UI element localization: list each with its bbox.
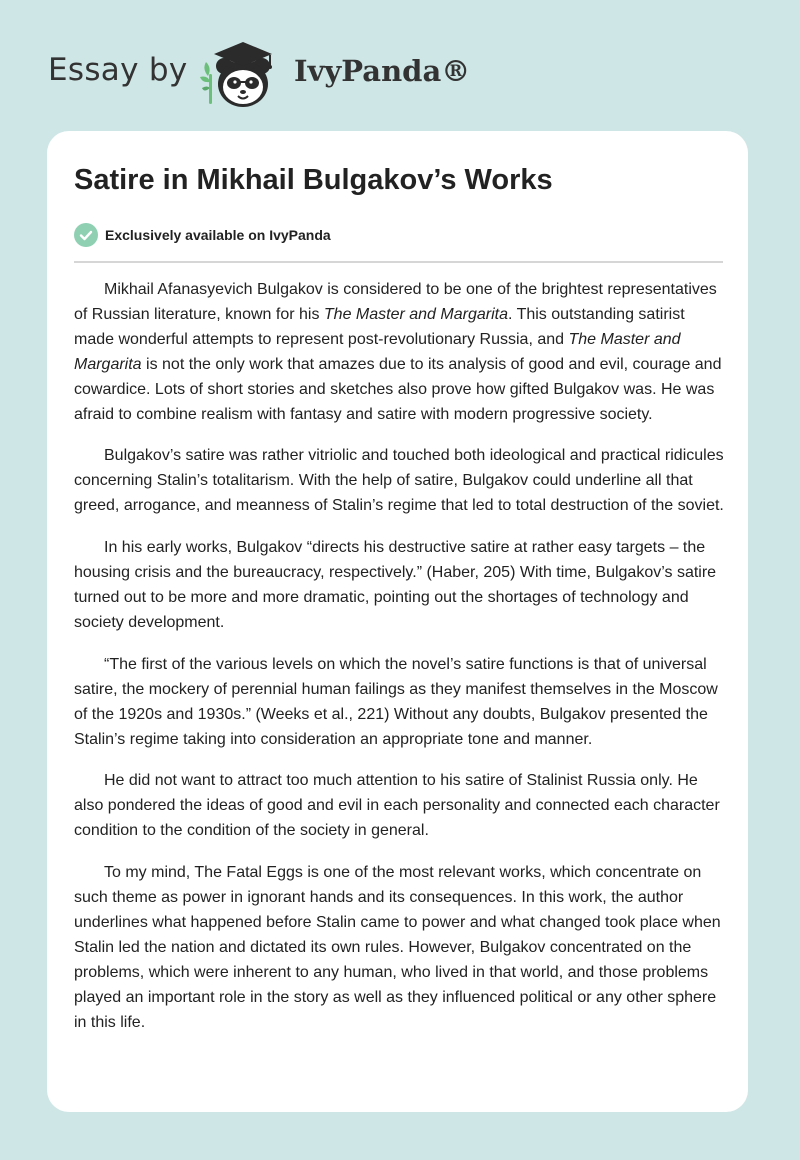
essay-title: Satire in Mikhail Bulgakov’s Works [74, 164, 553, 196]
paragraph-text: Bulgakov’s satire was rather vitriolic and touched both ideological and practical ridicules concerning Stalin’s totalitarism. With the help of satire, Bulgakov could underline all that greed, arrogance, and meanness of Stalin’s regime that led to total destruction of the soviet. [74, 447, 724, 515]
paragraph-text: In his early works, Bulgakov “directs his destructive satire at rather easy targets – the housing crisis and the bureaucracy, respectively.” (Haber, 205) With time, Bulgakov’s satire turned out to be more and more dramatic, pointing out the shortages of technology and society development. [74, 539, 717, 631]
essay-paragraph [74, 444, 726, 519]
paragraph-text: He did not want to attract too much attention to his satire of Stalinist Russia only. He also pondered the ideas of good and evil in each personality and connected each character condition to the condition of the society in general. [74, 772, 720, 840]
brand-prefix: Essay by [48, 52, 188, 88]
badge-text: Exclusively available on IvyPanda [105, 227, 331, 243]
essay-paragraph [74, 278, 726, 427]
paragraph-text: is not the only work that amazes due to its analysis of good and evil, courage and cowardice. Lots of short stories and sketches also prove how gifted Bulgakov was. He was afraid to combine realism with fantasy and satire with modern progressive society. [74, 355, 722, 423]
essay-paragraph [74, 536, 726, 636]
exclusive-badge [74, 223, 331, 247]
check-circle-icon [74, 223, 98, 247]
paragraph-text: . This outstanding satirist made wonderful attempts to represent post-revolutionary Russia, and [74, 305, 685, 348]
paragraph-text: To my mind, The Fatal Eggs is one of the most relevant works, which concentrate on such theme as power in ignorant hands and its consequences. In this work, the author underlines what happened before Stalin came to power and what changed took place when Stalin led the nation and dictated its own rules. However, Bulgakov concentrated on the problems, which were inherent to any human, who lived in that world, and those problems played an important role in the story as well as they influenced political or any other sphere in this life. [74, 864, 721, 1031]
essay-paragraph [74, 861, 726, 1035]
essay-card [47, 131, 748, 1112]
brand-name[interactable]: IvyPanda® [294, 54, 471, 88]
paragraph-text: “The first of the various levels on which the novel’s satire functions is that of universal satire, the mockery of perennial human failings as they manifest themselves in the Moscow of the 1920s and 1930s.” (Weeks et al., 221) Without any doubts, Bulgakov presented the Stalin’s regime taking into consideration an appropriate tone and manner. [74, 655, 718, 748]
panda-graduation-cap-logo-icon[interactable] [200, 36, 286, 110]
italic-title-text: The Master and Margarita [323, 305, 508, 323]
title-divider [74, 261, 723, 263]
paragraph-text: Mikhail Afanasyevich Bulgakov is considered to be one of the brightest representatives of Russian literature, known for his [74, 281, 717, 323]
site-header [0, 0, 800, 130]
italic-title-text: The Master and Margarita [74, 330, 681, 373]
essay-paragraph [74, 653, 726, 753]
essay-body [74, 278, 726, 1035]
essay-paragraph [74, 769, 726, 844]
